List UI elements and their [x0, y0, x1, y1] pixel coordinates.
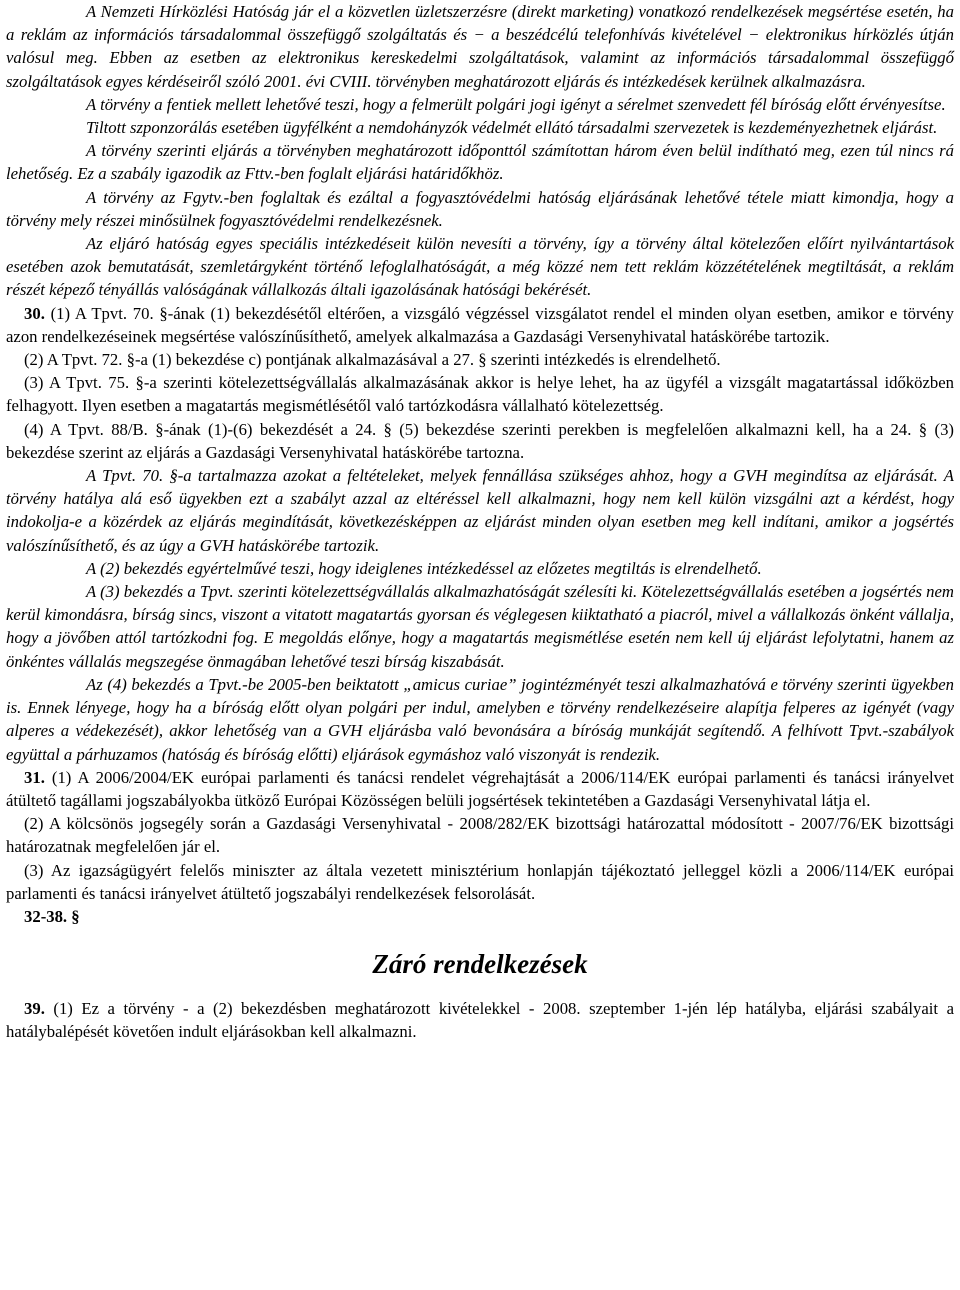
section-31-paragraph-1	[6, 766, 954, 812]
paragraph: Az (4) bekezdés a Tpvt.-be 2005-ben beiktatott „amicus curiae” jogintézményét teszi alkalmazhatóvá e törvény szerinti ügyekben is. Ennek lényege, hogy ha a bíróság előtt olyan polgári per indul, amelyben e törvény rendelkezéseire alapítja felperes az igényét (vagy alperes a védekezését), akkor lehetőség van a GVH eljárásba való bevonására a bíróság munkáját segítendő. A felhívott Tpvt.-szabályok együttal a párhuzamos (hatóság és bíróság előtti) eljárások egymáshoz való viszonyát is rendezik.	[6, 674, 954, 764]
section-number: 39.	[24, 999, 45, 1019]
paragraph: A törvény az Fgytv.-ben foglaltak és ezáltal a fogyasztóvédelmi hatóság eljárásának lehetővé tétele miatt kimondja, hogy a törvény mely részei minősülnek fogyasztóvédelmi rendelkezésnek.	[6, 187, 954, 230]
section-31-paragraph-3: (3) Az igazságügyért felelős miniszter az általa vezetett minisztérium honlapján tájékoztató jelleggel közli a 2006/114/EK európai parlamenti és tanácsi irányelvet átültető jogszabályi rendelkezések felsorolását.	[6, 860, 954, 903]
paragraph: A (3) bekezdés a Tpvt. szerinti kötelezettségvállalás alkalmazhatóságát szélesíti ki. Kötelezettségvállalás esetében a jogsértés nem kerül kimondásra, bírság sincs, viszont a vitatott magatartás gyorsan és véglegesen kiiktatható a piacról, mivel a vállalkozás önként vállalja, hogy a jövőben attól tartózkodni fog. E megoldás előnye, hogy a magatartás megismétlése esetén nem kell új eljárást lefolytatni, hanem az önkéntes vállalás megszegése önmagában lehetővé teszi bírság kiszabását.	[6, 582, 954, 671]
commentary-block-mid	[6, 464, 954, 766]
section-30-paragraph-1	[6, 302, 954, 348]
section-31-paragraph-2: (2) A kölcsönös jogsegély során a Gazdasági Versenyhivatal - 2008/282/EK bizottsági határozattal módosított - 2007/76/EK bizottsági határozatnak megfelelően jár el.	[6, 814, 954, 857]
paragraph: A Tpvt. 70. §-a tartalmazza azokat a feltételeket, melyek fennállása szükséges ahhoz, hogy a GVH megindítsa az eljárását. A törvény hatálya alá eső ügyekben ezt a szabályt azzal az eltéréssel kell alkalmazni, hogy nem kell külön vizsgálni azt a kérdést, hogy indokolja-e a közérdek az eljárás megindítását, következésképpen az eljárást minden olyan esetben meg kell indítani, amikor a jogsértés valószínűsíthető, és az úgy a GVH hatáskörébe tartozik.	[6, 466, 954, 555]
section-30-paragraph-2: (2) A Tpvt. 72. §-a (1) bekezdése c) pontjának alkalmazásával a 27. § szerinti intézkedés is elrendelhető.	[24, 350, 721, 370]
section-30	[6, 302, 954, 464]
paragraph: A törvény a fentiek mellett lehetővé teszi, hogy a felmerült polgári jogi igényt a sérelmet szenvedett fél bíróság előtt érvényesítse.	[86, 94, 946, 114]
paragraph: A törvény szerinti eljárás a törvényben meghatározott időponttól számítottan három éven belül indítható meg, ezen túl nincs rá lehetőség. Ez a szabály igazodik az Fttv.-ben foglalt eljárási határidőkhöz.	[6, 141, 954, 184]
section-30-paragraph-3: (3) A Tpvt. 75. §-a szerinti kötelezettségvállalás alkalmazásának akkor is helye lehet, ha az ügyfél a vizsgált magatartással időközben felhagyott. Ilyen esetben a magatartás megismétlésétől való tartózkodásra vállalható kötelezettség.	[6, 373, 954, 416]
section-text: (1) Ez a törvény - a (2) bekezdésben meghatározott kivételekkel - 2008. szeptember 1-jén lép hatályba, eljárási szabályait a hatálybalépését követően indult eljárásokban kell alkalmazni.	[6, 999, 954, 1042]
commentary-block-top	[6, 0, 954, 302]
paragraph: Tiltott szponzorálás esetében ügyfélként a nemdohányzók védelmét ellátó társadalmi szervezetek is kezdeményezhetnek eljárást.	[86, 118, 938, 138]
section-number: 30.	[24, 303, 45, 323]
section-text: (1) A Tpvt. 70. §-ának (1) bekezdésétől eltérően, a vizsgáló végzéssel vizsgálatot rendel el minden olyan esetben, amikor e törvény azon rendelkezéseinek megsértése valószínűsíthető, amelyek alkalmazása a Gazdasági Versenyhivatal hatáskörébe tartozik.	[6, 303, 954, 346]
paragraph: Az eljáró hatóság egyes speciális intézkedéseit külön nevesíti a törvény, így a törvény által kötelezően előírt nyilvántartások esetében azok bemutatását, szemletárgyként történő lefoglalhatóságát, a még közzé nem tett reklám közzétételének megtiltását, a reklám részét képező tényállás valóságának vállalkozás általi igazolásának hatósági bekérését.	[6, 234, 954, 300]
section-heading: Záró rendelkezések	[372, 949, 588, 980]
paragraph: A (2) bekezdés egyértelművé teszi, hogy ideiglenes intézkedéssel az előzetes megtiltás is elrendelhető.	[86, 558, 762, 578]
section-31	[6, 766, 954, 905]
section-32-38: 32-38. §	[24, 906, 80, 926]
section-39-paragraph-1	[6, 997, 954, 1043]
paragraph: A Nemzeti Hírközlési Hatóság jár el a közvetlen üzletszerzésre (direkt marketing) vonatkozó rendelkezések megsértése esetén, ha a reklám az információs társadalommal összefüggő szolgáltatás és − a beszédcélú telefonhívás kivételével − elektronikus hírközlés útján valósul meg. Ebben az esetben az elektronikus kereskedelmi szolgáltatások, valamint az információs társadalommal összefüggő szolgáltatások egyes kérdéseiről szóló 2001. évi CVIII. törvényben meghatározott eljárás és intézkedések kerülnek alkalmazásra.	[6, 2, 954, 91]
section-39	[6, 997, 954, 1043]
section-30-paragraph-4: (4) A Tpvt. 88/B. §-ának (1)-(6) bekezdését a 24. § (5) bekezdése szerinti perekben is megfelelően alkalmazni kell, ha a 24. § (3) bekezdése szerint az eljárás a Gazdasági Versenyhivatal hatáskörébe tartozna.	[6, 419, 954, 462]
section-number: 31.	[24, 767, 45, 787]
section-text: (1) A 2006/2004/EK európai parlamenti és tanácsi rendelet végrehajtását a 2006/114/EK európai parlamenti és tanácsi irányelvet átültető tagállami jogszabályokba ütköző Európai Közösségen belüli jogsértések tekintetében a Gazdasági Versenyhivatal látja el.	[6, 767, 954, 810]
